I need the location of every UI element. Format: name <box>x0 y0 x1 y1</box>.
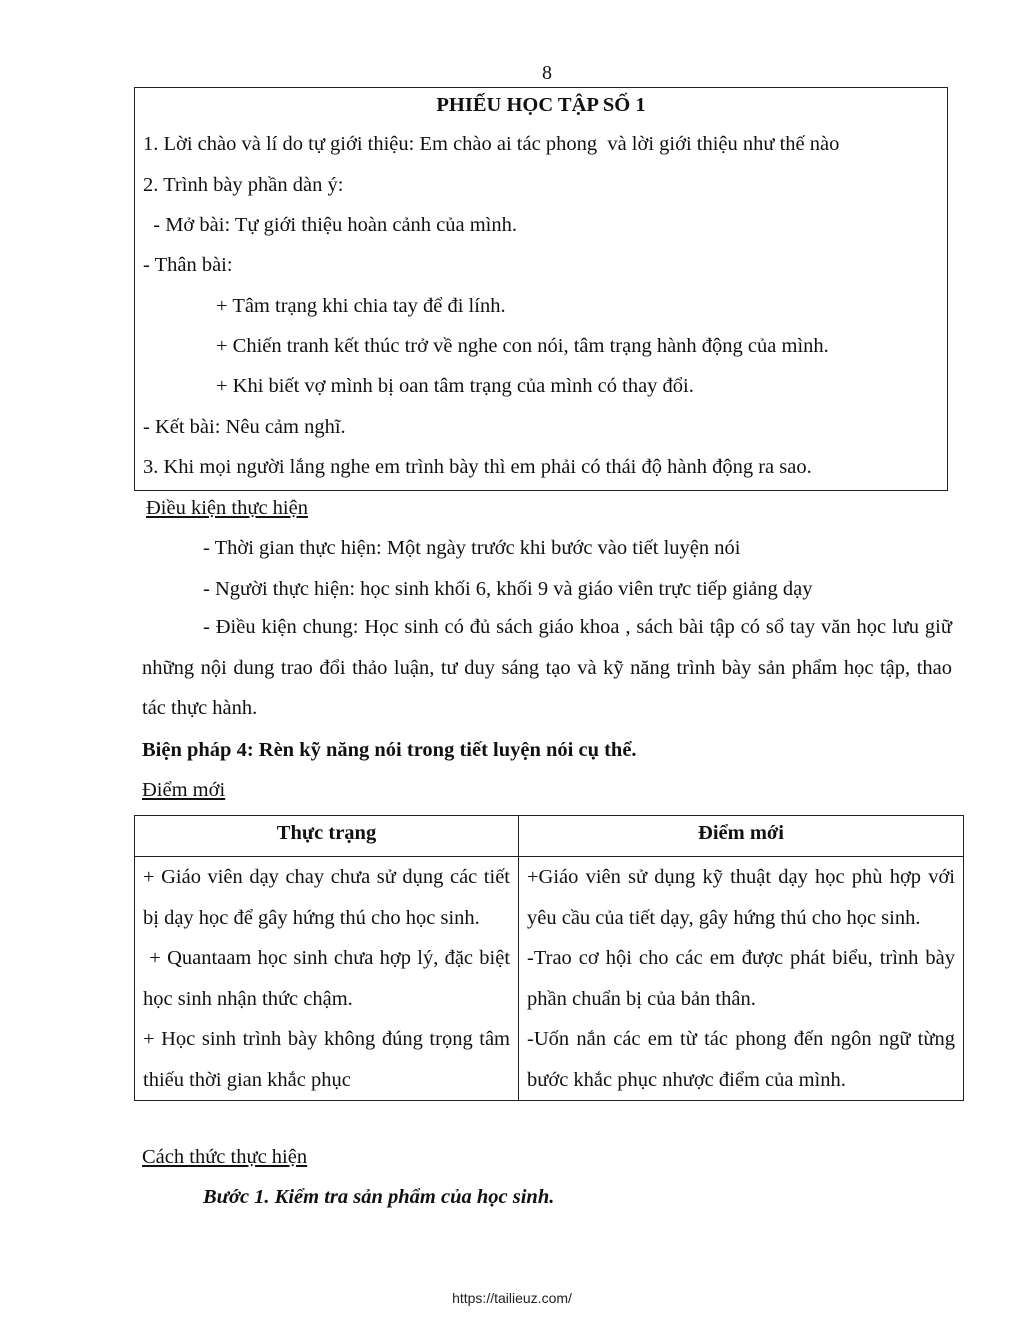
conditions-time: - Thời gian thực hiện: Một ngày trước khi bước vào tiết luyện nói <box>203 537 741 559</box>
worksheet-line-2: 2. Trình bày phần dàn ý: <box>143 174 344 196</box>
worksheet-line-1: 1. Lời chào và lí do tự giới thiệu: Em chào ai tác phong và lời giới thiệu như thế nào <box>143 133 840 155</box>
table-row <box>135 857 964 1101</box>
worksheet-line-7: + Khi biết vợ mình bị oan tâm trạng của mình có thay đổi. <box>216 375 694 397</box>
conditions-general: - Điều kiện chung: Học sinh có đủ sách giáo khoa , sách bài tập có sổ tay văn học lưu giữ những nội dung trao đổi thảo luận, tư duy sáng tạo và kỹ năng trình bày sản phẩm học tập, thao tác thực hành. <box>142 616 952 719</box>
worksheet-box <box>134 87 948 491</box>
new-point-item-2: -Trao cơ hội cho các em được phát biểu, trình bày phần chuẩn bị của bản thân. <box>527 947 955 1010</box>
current-state-item-1: + Giáo viên dạy chay chưa sử dụng các tiết bị dạy học để gây hứng thú cho học sinh. <box>143 866 510 929</box>
worksheet-line-4: - Thân bài: <box>143 254 233 276</box>
conditions-heading: Điều kiện thực hiện <box>146 497 308 519</box>
worksheet-line-5: + Tâm trạng khi chia tay để đi lính. <box>216 295 506 317</box>
current-state-cell <box>135 857 519 1101</box>
comparison-table <box>134 815 964 1101</box>
new-point-item-1: +Giáo viên sử dụng kỹ thuật dạy học phù hợp với yêu cầu của tiết dạy, gây hứng thú cho học sinh. <box>527 866 955 929</box>
worksheet-line-6: + Chiến tranh kết thúc trở về nghe con nói, tâm trạng hành động của mình. <box>216 335 829 357</box>
method-heading: Cách thức thực hiện <box>142 1146 308 1168</box>
method-step-1: Bước 1. Kiểm tra sản phẩm của học sinh. <box>203 1186 555 1208</box>
worksheet-line-3: - Mở bài: Tự giới thiệu hoàn cảnh của mình. <box>143 214 518 236</box>
header-current-state: Thực trạng <box>135 816 519 857</box>
header-new-point: Điểm mới <box>519 816 964 857</box>
current-state-item-2: + Quantaam học sinh chưa hợp lý, đặc biệt học sinh nhận thức chậm. <box>143 947 516 1010</box>
worksheet-line-8: - Kết bài: Nêu cảm nghĩ. <box>143 416 346 438</box>
measure4-heading: Biện pháp 4: Rèn kỹ năng nói trong tiết luyện nói cụ thể. <box>142 739 637 761</box>
table-header-row <box>135 816 964 857</box>
worksheet-title: PHIẾU HỌC TẬP SỐ 1 <box>436 94 646 116</box>
new-point-label: Điểm mới <box>142 779 226 801</box>
worksheet-line-9: 3. Khi mọi người lắng nghe em trình bày thì em phải có thái độ hành động ra sao. <box>143 456 812 478</box>
page-number: 8 <box>542 62 552 84</box>
new-point-cell <box>519 857 964 1101</box>
footer-url[interactable]: https://tailieuz.com/ <box>452 1290 572 1306</box>
new-point-item-3: -Uốn nắn các em từ tác phong đến ngôn ngữ từng bước khắc phục nhược điểm của mình. <box>527 1028 955 1091</box>
conditions-people: - Người thực hiện: học sinh khối 6, khối 9 và giáo viên trực tiếp giảng dạy <box>203 578 813 600</box>
current-state-item-3: + Học sinh trình bày không đúng trọng tâm thiếu thời gian khắc phục <box>143 1028 510 1091</box>
